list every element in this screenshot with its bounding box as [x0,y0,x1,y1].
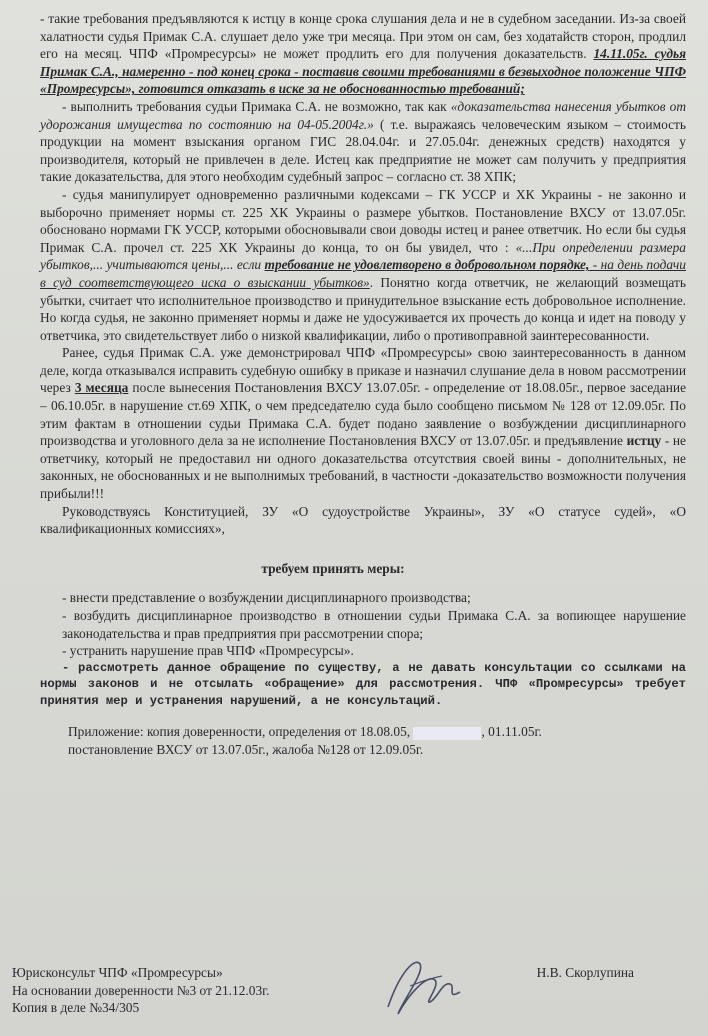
emphasis: 3 месяца [74,380,129,396]
text: - выполнить требования судьи Примака С.А. не возможно, так как [62,98,451,114]
emphasis: требование не удовлетворено в добровольном порядке, [264,257,590,273]
emphasis: истцу [626,433,662,449]
demand-heading: требуем принять меры: [261,560,405,576]
quote: «...При определении размера убытков,... учитываются цены,... если [40,239,686,273]
paragraph-5: Руководствуясь Конституцией, ЗУ «О судоустройстве Украины», ЗУ «О статусе судей», «О квалификационных комиссиях», [40,503,686,537]
text: ( т.е. выражаясь человеческим языком – стоимость продукции на момент взыскания органом ГИС 28.04.04г. и 27.05.04г. денежных средств) находятся у производителя, который не привлечен в деле. Истец как предприятие не может сам получить у предприятия такие доказательства, для этого необходим судебный запрос – согласно ст. 38 ХПК; [40,116,686,185]
quote: «доказательства нанесения убытков от удорожания имущества по состоянию на 04-05.2004г.» [40,98,686,132]
quote: - на день подачи в суд соответствующего иска о взыскании убытков» [40,257,686,290]
attachments-line-2: постановление ВХСУ от 13.07.05г., жалоба №128 от 12.09.05г. [68,741,424,757]
text: Приложение: копия доверенности, определения от 18.08.05, [68,724,414,740]
text: . Понятно когда ответчик, не желающий возмещать убытки, считает что исполнительное производство и принудительное взыскание есть добровольное исполнение. Но когда судья, не законно применяет нормы и даже не удосуживается их прочесть до конца и идет на поводу у ответчика, это свидетельствует либо о низкой квалификации, либо о противоправной заинтересованности. [40,274,686,343]
measure-item: - внести представление о возбуждении дисциплинарного производства; [62,590,471,606]
signer-name: Н.В. Скорлупина [536,965,634,980]
power-of-attorney: На основании доверенности №3 от 21.12.03г. [12,982,270,998]
signer-title: Юрисконсульт ЧПФ «Промресурсы» [12,965,223,980]
attachments [40,723,686,758]
text: , 01.11.05г. [481,724,542,740]
paragraph-2 [40,98,686,186]
signature-block [12,964,672,1017]
paragraph-1 [40,10,686,98]
emphasis: 14.11.05г. судья Примак С.А., намеренно - под конец срока - поставив своими требованиями в безвыходное положение ЧПФ «Промресурсы», готовится отказать в иске за не обоснованностью требований; [40,46,686,97]
attachments-line-1 [68,723,686,741]
paragraph-4 [40,344,686,502]
paragraph-3 [40,186,686,344]
text: после вынесения Постановления ВХСУ 13.07.05г. - определение от 18.08.05г., первое заседание – 06.10.05г. в нарушение ст.69 ХПК, о чем председателю суда было сообщено письмом № 128 от 12.09.05г. По этим фактам в отношении судьи Примака С.А. будет подано заявление о возбуждении дисциплинарного производства и уголовного дела за не исполнение Постановления ВХСУ от 13.07.05г. и предъявление [40,380,687,449]
text: - не ответчику, который не предоставил ни одного доказательства отсутствия своей вины - дополнительных, не законных, не обоснованных и не выполнимых требований, в частности -доказательство возможности получения прибыли!!! [40,433,686,502]
text: - судья манипулирует одновременно различными кодексами – ГК УССР и ХК Украины - не законно и выборочно применяет нормы ст. 225 ХК Украины о размере убытков. Постановление ВХСУ от 13.07.05г. обосновано нормами ГК УССР, которыми обосновывали свои доводы истец и ранее ответчик. Но если бы судья Примак С.А. прочел ст. 225 ХК Украины до конца, то он бы увидел, что : [40,186,686,255]
measure-item: - устранить нарушение прав ЧПФ «Промресурсы». [62,643,354,659]
case-copy: Копия в деле №34/305 [12,1000,140,1016]
text: Ранее, судья Примак С.А. уже демонстрировал ЧПФ «Промресурсы» свою заинтересованность в данном деле, когда отказывался исправить судебную ошибку в приказе и назначил слушание дела в новом рассмотрении через [40,345,686,396]
measure-item-final: - рассмотреть данное обращение по существу, а не давать консультации со ссылками на нормы законов и не отсылать «обращение» для рассмотрения. ЧПФ «Промресурсы» требует принятия мер и устранения нарушений, а не консультаций. [40,660,686,708]
measures-list [40,589,686,659]
text: - такие требования предъявляются к истцу в конце срока слушания дела и не в судебном заседании. Из-за своей халатности судья Примак С.А. слушает дело уже три месяца. При этом он сам, без ходатайств сторон, продлил его на месяц. ЧПФ «Промресурсы» не может продлить его для получения доказательств. [40,11,686,62]
redacted-block [413,727,481,740]
measure-item: - возбудить дисциплинарное производство в отношении судьи Примака С.А. за вопиющее нарушение законодательства и прав предприятия при рассмотрении спора; [62,608,686,641]
